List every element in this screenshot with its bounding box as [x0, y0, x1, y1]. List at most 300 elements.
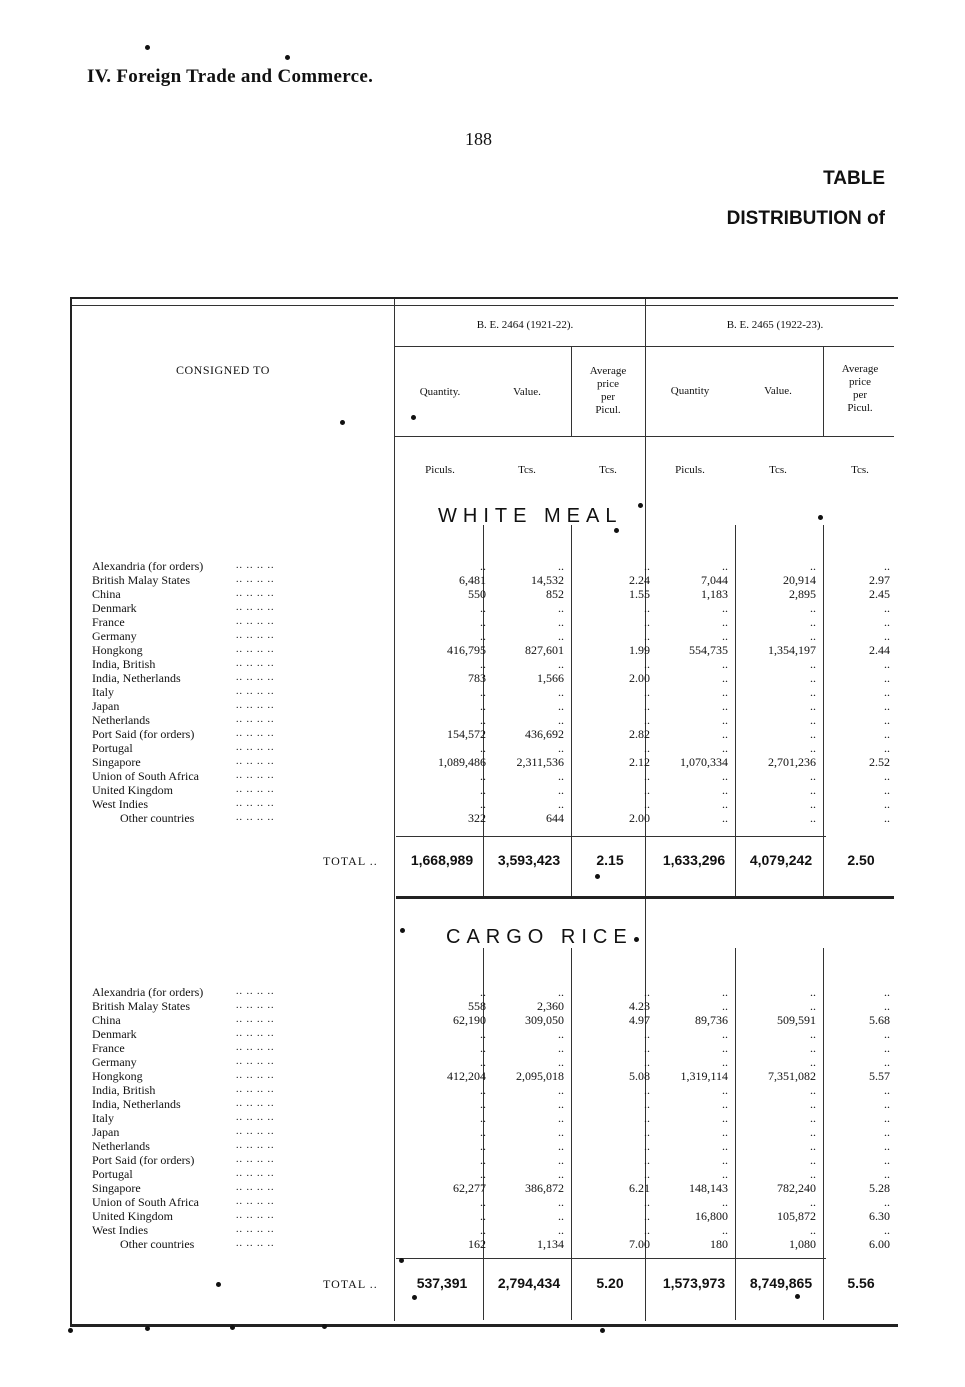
- cell-q1: ..: [480, 657, 486, 671]
- cell-v2: 1,354,197: [768, 643, 816, 657]
- country-label: Netherlands: [92, 1139, 150, 1153]
- cell-a1: 4.23: [629, 999, 650, 1013]
- cell-v1: 2,360: [537, 999, 564, 1013]
- scan-speck: [399, 1258, 404, 1263]
- leader-dots: .. .. .. ..: [236, 1154, 275, 1165]
- cell-a1: 1.99: [629, 643, 650, 657]
- cell-a2: ..: [884, 713, 890, 727]
- cell-q1: ..: [480, 1111, 486, 1125]
- wm-total-v2: 4,079,242: [749, 852, 813, 868]
- scan-speck: [412, 1295, 417, 1300]
- country-label: Alexandria (for orders): [92, 559, 204, 573]
- country-label: Port Said (for orders): [92, 727, 195, 741]
- cell-v2: ..: [810, 1125, 816, 1139]
- leader-dots: .. .. .. ..: [236, 1182, 275, 1193]
- scan-speck: [634, 937, 639, 942]
- cell-a2: ..: [884, 999, 890, 1013]
- cell-v1: 386,872: [525, 1181, 564, 1195]
- avg-divider-2: [823, 346, 824, 436]
- cell-v1: ..: [558, 1041, 564, 1055]
- cell-q1: ..: [480, 615, 486, 629]
- cell-q2: 1,070,334: [680, 755, 728, 769]
- col-divider-main: [394, 299, 395, 1321]
- cell-v2: 2,701,236: [768, 755, 816, 769]
- cell-v2: 509,591: [777, 1013, 816, 1027]
- distribution-label: DISTRIBUTION of: [726, 208, 885, 229]
- leader-dots: .. .. .. ..: [236, 630, 275, 641]
- cell-a1: 4.97: [629, 1013, 650, 1027]
- leader-dots: .. .. .. ..: [236, 1042, 275, 1053]
- avg2-line2: price: [849, 376, 871, 388]
- cr-total-q2: 1,573,973: [662, 1275, 726, 1291]
- country-label: United Kingdom: [92, 1209, 173, 1223]
- cell-v1: ..: [558, 797, 564, 811]
- cell-v2: ..: [810, 1027, 816, 1041]
- cell-a2: 6.00: [869, 1237, 890, 1251]
- wm-total-q2: 1,633,296: [662, 852, 726, 868]
- cell-v2: 7,351,082: [768, 1069, 816, 1083]
- year2-header: B. E. 2465 (1922-23).: [726, 319, 824, 331]
- cell-a1: 7.00: [629, 1237, 650, 1251]
- cell-v2: ..: [810, 811, 816, 825]
- scan-speck: [600, 1328, 605, 1333]
- scan-speck: [595, 874, 600, 879]
- cell-a1: ..: [644, 1055, 650, 1069]
- cell-q2: ..: [722, 797, 728, 811]
- leader-dots: .. .. .. ..: [236, 986, 275, 997]
- cell-v1: 2,095,018: [516, 1069, 564, 1083]
- cell-a2: ..: [884, 1139, 890, 1153]
- leader-dots: .. .. .. ..: [236, 1070, 275, 1081]
- cr-total-label-text: TOTAL: [323, 1277, 366, 1291]
- cell-v1: ..: [558, 1097, 564, 1111]
- leader-dots: .. .. .. ..: [236, 1238, 275, 1249]
- leader-dots: .. .. .. ..: [236, 784, 275, 795]
- leader-dots: .. .. .. ..: [236, 658, 275, 669]
- cell-q1: ..: [480, 1167, 486, 1181]
- cell-v1: ..: [558, 1209, 564, 1223]
- cr-total-v1: 2,794,434: [497, 1275, 561, 1291]
- cell-q2: ..: [722, 671, 728, 685]
- value2-header: Value.: [764, 385, 792, 397]
- leader-dots: .. .. .. ..: [236, 812, 275, 823]
- country-label: Japan: [92, 699, 120, 713]
- cell-a2: ..: [884, 615, 890, 629]
- cell-q2: ..: [722, 1195, 728, 1209]
- cell-q1: 783: [468, 671, 486, 685]
- cr-total-rule: [396, 1258, 826, 1259]
- country-label: Germany: [92, 1055, 137, 1069]
- unit-tcs-v2: Tcs.: [769, 464, 787, 476]
- leader-dots: .. .. .. ..: [236, 1000, 275, 1011]
- scan-speck: [340, 420, 345, 425]
- cell-a1: ..: [644, 783, 650, 797]
- wm-total-v1: 3,593,423: [497, 852, 561, 868]
- cell-v1: 436,692: [525, 727, 564, 741]
- wm-total-a2: 2.50: [847, 852, 875, 868]
- cell-q1: ..: [480, 1041, 486, 1055]
- cell-v2: ..: [810, 1139, 816, 1153]
- cell-q1: 62,190: [453, 1013, 486, 1027]
- leader-dots: .. .. .. ..: [236, 1168, 275, 1179]
- cell-a2: ..: [884, 783, 890, 797]
- cell-q2: ..: [722, 1083, 728, 1097]
- scan-speck: [145, 1326, 150, 1331]
- wm-total-a1: 2.15: [596, 852, 624, 868]
- cell-v2: ..: [810, 1153, 816, 1167]
- country-label: Singapore: [92, 1181, 141, 1195]
- cell-a1: ..: [644, 657, 650, 671]
- cell-q2: ..: [722, 629, 728, 643]
- country-label: British Malay States: [92, 573, 190, 587]
- cell-a2: ..: [884, 1055, 890, 1069]
- cell-a1: ..: [644, 601, 650, 615]
- cell-a1: ..: [644, 769, 650, 783]
- unit-piculs-1: Piculs.: [425, 464, 455, 476]
- cell-q2: ..: [722, 1097, 728, 1111]
- cell-a1: ..: [644, 629, 650, 643]
- top-rule: [72, 305, 894, 306]
- cell-q2: ..: [722, 1167, 728, 1181]
- cell-a2: ..: [884, 1153, 890, 1167]
- cell-q2: ..: [722, 1041, 728, 1055]
- cell-q1: ..: [480, 1139, 486, 1153]
- cell-v1: ..: [558, 615, 564, 629]
- scan-speck: [285, 55, 290, 60]
- cell-a1: ..: [644, 1083, 650, 1097]
- cell-v1: ..: [558, 1111, 564, 1125]
- cell-v2: ..: [810, 1083, 816, 1097]
- country-label: West Indies: [92, 797, 149, 811]
- leader-dots: .. .. .. ..: [236, 1098, 275, 1109]
- leader-dots: .. .. .. ..: [236, 616, 275, 627]
- scan-speck: [216, 1282, 221, 1287]
- cell-q2: 180: [710, 1237, 728, 1251]
- cell-q1: 154,572: [447, 727, 486, 741]
- country-label: Denmark: [92, 1027, 137, 1041]
- cell-v2: ..: [810, 783, 816, 797]
- cell-a1: ..: [644, 797, 650, 811]
- cr-total-v2: 8,749,865: [749, 1275, 813, 1291]
- cell-a1: 2.24: [629, 573, 650, 587]
- cell-q1: ..: [480, 1209, 486, 1223]
- scan-speck: [230, 1325, 235, 1330]
- cell-v2: ..: [810, 685, 816, 699]
- cell-v2: ..: [810, 1223, 816, 1237]
- cell-v2: ..: [810, 559, 816, 573]
- leader-dots: .. .. .. ..: [236, 756, 275, 767]
- cell-a1: ..: [644, 699, 650, 713]
- page-number: 188: [465, 129, 492, 149]
- cell-a2: ..: [884, 671, 890, 685]
- cell-a1: ..: [644, 713, 650, 727]
- cell-v2: ..: [810, 727, 816, 741]
- scan-speck: [145, 45, 150, 50]
- cell-q1: ..: [480, 1195, 486, 1209]
- cell-a1: ..: [644, 685, 650, 699]
- cell-v1: 14,532: [531, 573, 564, 587]
- cell-q1: 162: [468, 1237, 486, 1251]
- cell-q2: ..: [722, 699, 728, 713]
- scan-speck: [638, 503, 643, 508]
- cell-q1: 412,204: [447, 1069, 486, 1083]
- cell-q1: ..: [480, 1027, 486, 1041]
- leader-dots: .. .. .. ..: [236, 700, 275, 711]
- country-label: China: [92, 587, 121, 601]
- cell-v2: ..: [810, 741, 816, 755]
- cell-a2: ..: [884, 1223, 890, 1237]
- leader-dots: .. .. .. ..: [236, 770, 275, 781]
- section-heading: IV. Foreign Trade and Commerce.: [87, 66, 374, 87]
- country-label: Japan: [92, 1125, 120, 1139]
- cell-q2: ..: [722, 999, 728, 1013]
- cell-v2: ..: [810, 1167, 816, 1181]
- leader-dots: .. .. .. ..: [236, 644, 275, 655]
- cell-v1: ..: [558, 601, 564, 615]
- country-label: Alexandria (for orders): [92, 985, 204, 999]
- consigned-to-header: CONSIGNED TO: [176, 363, 270, 377]
- cell-q2: ..: [722, 1139, 728, 1153]
- cell-v2: ..: [810, 985, 816, 999]
- scan-speck: [322, 1324, 327, 1329]
- cell-v1: ..: [558, 1153, 564, 1167]
- cell-v2: 20,914: [783, 573, 816, 587]
- cell-a1: 6.21: [629, 1181, 650, 1195]
- avg1-line1: Average: [589, 365, 627, 377]
- cell-q2: ..: [722, 741, 728, 755]
- cell-a1: ..: [644, 1195, 650, 1209]
- country-label: Hongkong: [92, 1069, 143, 1083]
- cell-q1: ..: [480, 699, 486, 713]
- cell-a1: 2.82: [629, 727, 650, 741]
- leader-dots: .. .. .. ..: [236, 1014, 275, 1025]
- cell-q2: 89,736: [695, 1013, 728, 1027]
- country-label: Other countries: [120, 1237, 195, 1251]
- cell-a2: ..: [884, 1111, 890, 1125]
- cell-v2: 782,240: [777, 1181, 816, 1195]
- cell-a2: 5.68: [869, 1013, 890, 1027]
- cell-q2: 148,143: [689, 1181, 728, 1195]
- cell-v1: 1,134: [537, 1237, 564, 1251]
- cell-a1: ..: [644, 985, 650, 999]
- cell-a1: ..: [644, 1027, 650, 1041]
- cell-q1: ..: [480, 1097, 486, 1111]
- country-label: United Kingdom: [92, 783, 173, 797]
- cell-v1: ..: [558, 1027, 564, 1041]
- cell-v1: 827,601: [525, 643, 564, 657]
- leader-dots: .. .. .. ..: [236, 798, 275, 809]
- country-label: Union of South Africa: [92, 1195, 199, 1209]
- avg2-header: [825, 363, 895, 415]
- cell-q2: 1,319,114: [680, 1069, 728, 1083]
- avg-divider-1: [571, 346, 572, 436]
- cell-v2: ..: [810, 797, 816, 811]
- country-label: Italy: [92, 685, 114, 699]
- wm-total-rule: [396, 836, 826, 837]
- cell-q2: ..: [722, 713, 728, 727]
- country-label: Hongkong: [92, 643, 143, 657]
- cell-v2: ..: [810, 671, 816, 685]
- white-meal-title: WHITE MEAL: [438, 505, 623, 527]
- cell-v1: ..: [558, 699, 564, 713]
- cell-q2: ..: [722, 1223, 728, 1237]
- cell-q2: ..: [722, 769, 728, 783]
- country-label: France: [92, 615, 125, 629]
- cell-v1: ..: [558, 657, 564, 671]
- wm-total-q1: 1,668,989: [410, 852, 474, 868]
- country-label: Port Said (for orders): [92, 1153, 195, 1167]
- cell-v1: 852: [546, 587, 564, 601]
- scan-speck: [795, 1294, 800, 1299]
- cell-a1: 2.00: [629, 811, 650, 825]
- cell-q1: 550: [468, 587, 486, 601]
- cell-q1: 62,277: [453, 1181, 486, 1195]
- cell-q1: 416,795: [447, 643, 486, 657]
- year-rule: [394, 346, 894, 347]
- cell-q2: ..: [722, 1055, 728, 1069]
- leader-dots: .. .. .. ..: [236, 1056, 275, 1067]
- cell-v1: ..: [558, 783, 564, 797]
- country-label: India, British: [92, 1083, 156, 1097]
- year1-header: B. E. 2464 (1921-22).: [476, 319, 574, 331]
- cell-a2: ..: [884, 727, 890, 741]
- country-label: Germany: [92, 629, 137, 643]
- cell-a1: ..: [644, 1167, 650, 1181]
- cell-v1: ..: [558, 1083, 564, 1097]
- cell-v1: 309,050: [525, 1013, 564, 1027]
- country-label: India, British: [92, 657, 156, 671]
- cell-q2: ..: [722, 559, 728, 573]
- cell-v1: ..: [558, 559, 564, 573]
- cell-q1: ..: [480, 1125, 486, 1139]
- cell-a2: ..: [884, 657, 890, 671]
- cell-q1: 322: [468, 811, 486, 825]
- cell-v1: ..: [558, 1167, 564, 1181]
- cell-q1: ..: [480, 741, 486, 755]
- cell-a1: 1.55: [629, 587, 650, 601]
- cell-q2: 7,044: [701, 573, 728, 587]
- cell-q1: ..: [480, 559, 486, 573]
- cell-q1: ..: [480, 769, 486, 783]
- cell-a2: ..: [884, 699, 890, 713]
- cell-v1: 644: [546, 811, 564, 825]
- cell-a1: ..: [644, 1125, 650, 1139]
- cell-q1: 558: [468, 999, 486, 1013]
- cell-v2: ..: [810, 1097, 816, 1111]
- cell-a1: ..: [644, 1139, 650, 1153]
- cell-a1: 5.08: [629, 1069, 650, 1083]
- cell-v2: ..: [810, 713, 816, 727]
- avg2-line3: per: [852, 389, 868, 401]
- cell-a2: 5.28: [869, 1181, 890, 1195]
- scan-speck: [818, 515, 823, 520]
- cell-v2: ..: [810, 1041, 816, 1055]
- cell-a1: ..: [644, 1111, 650, 1125]
- cr-total-label: TOTAL ..: [323, 1277, 378, 1291]
- cell-a2: ..: [884, 797, 890, 811]
- cell-v1: ..: [558, 713, 564, 727]
- avg1-line4: Picul.: [595, 404, 621, 416]
- cell-v1: ..: [558, 629, 564, 643]
- country-label: Netherlands: [92, 713, 150, 727]
- cell-v1: ..: [558, 769, 564, 783]
- cell-q1: ..: [480, 685, 486, 699]
- country-label: India, Netherlands: [92, 1097, 181, 1111]
- cell-q1: 6,481: [459, 573, 486, 587]
- avg1-line3: per: [600, 391, 616, 403]
- table-label: TABLE: [823, 168, 885, 189]
- cell-q2: ..: [722, 1027, 728, 1041]
- cell-q1: ..: [480, 1153, 486, 1167]
- cell-q1: 1,089,486: [438, 755, 486, 769]
- cell-v1: ..: [558, 1195, 564, 1209]
- cell-q2: ..: [722, 727, 728, 741]
- cell-a1: ..: [644, 741, 650, 755]
- cell-a1: ..: [644, 1097, 650, 1111]
- cell-q2: ..: [722, 615, 728, 629]
- leader-dots: .. .. .. ..: [236, 1084, 275, 1095]
- cell-v1: ..: [558, 1055, 564, 1069]
- cell-a2: 5.57: [869, 1069, 890, 1083]
- wm-section-rule: [396, 896, 894, 899]
- cell-v2: ..: [810, 769, 816, 783]
- cr-total-a2: 5.56: [847, 1275, 875, 1291]
- value1-header: Value.: [513, 386, 541, 398]
- cr-total-q1: 537,391: [416, 1275, 468, 1291]
- leader-dots: .. .. .. ..: [236, 1140, 275, 1151]
- cell-a2: 6.30: [869, 1209, 890, 1223]
- country-label: Italy: [92, 1111, 114, 1125]
- cell-q2: ..: [722, 1125, 728, 1139]
- cell-q1: ..: [480, 1223, 486, 1237]
- leader-dots: .. .. .. ..: [236, 1196, 275, 1207]
- cell-q2: 1,183: [701, 587, 728, 601]
- cell-q1: ..: [480, 629, 486, 643]
- cell-q1: ..: [480, 601, 486, 615]
- cell-v2: ..: [810, 699, 816, 713]
- country-label: Portugal: [92, 741, 133, 755]
- cell-q2: ..: [722, 985, 728, 999]
- cell-v1: ..: [558, 1223, 564, 1237]
- avg2-line4: Picul.: [847, 402, 873, 414]
- avg2-line1: Average: [841, 363, 879, 375]
- cell-a2: ..: [884, 685, 890, 699]
- cell-v1: ..: [558, 985, 564, 999]
- cell-a2: ..: [884, 1195, 890, 1209]
- cell-v2: ..: [810, 657, 816, 671]
- scan-speck: [68, 1328, 73, 1333]
- cell-v2: ..: [810, 999, 816, 1013]
- cell-v2: ..: [810, 1055, 816, 1069]
- cell-a1: ..: [644, 1041, 650, 1055]
- country-label: West Indies: [92, 1223, 149, 1237]
- leader-dots: .. .. .. ..: [236, 574, 275, 585]
- cell-v2: 105,872: [777, 1209, 816, 1223]
- leader-dots: .. .. .. ..: [236, 728, 275, 739]
- country-label: France: [92, 1041, 125, 1055]
- country-label: China: [92, 1013, 121, 1027]
- cell-a2: ..: [884, 985, 890, 999]
- country-label: Denmark: [92, 601, 137, 615]
- cell-a2: 2.97: [869, 573, 890, 587]
- cell-q1: ..: [480, 1083, 486, 1097]
- unit-tcs-a1: Tcs.: [599, 464, 617, 476]
- cell-a1: ..: [644, 1223, 650, 1237]
- cell-v1: ..: [558, 685, 564, 699]
- cell-a2: 2.44: [869, 643, 890, 657]
- cell-a1: 2.00: [629, 671, 650, 685]
- cell-v2: ..: [810, 1195, 816, 1209]
